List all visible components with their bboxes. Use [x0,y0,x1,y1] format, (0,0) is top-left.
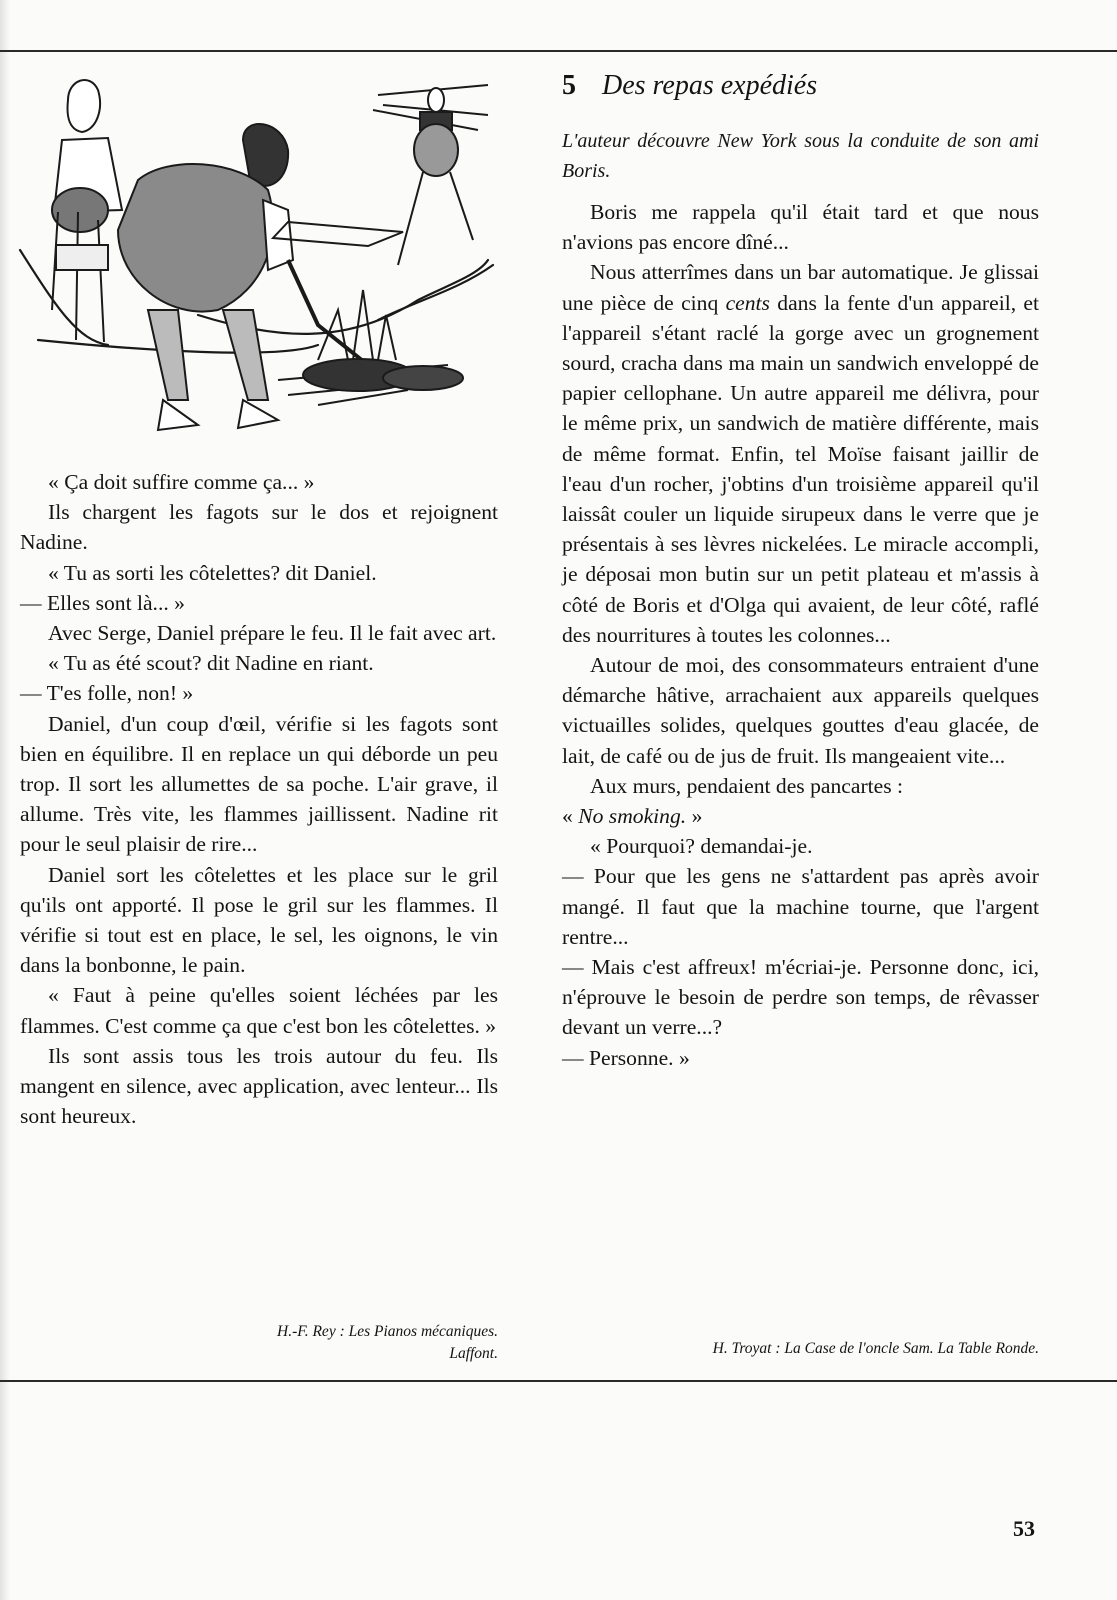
page-number: 53 [1013,1516,1035,1541]
paragraph-text: « [562,804,579,829]
italic-term: No smoking. [578,804,687,829]
right-column-text [562,197,1039,1073]
grill [273,222,403,246]
paragraph [562,257,1039,650]
paragraph: « Tu as été scout? dit Nadine en riant. [48,651,374,676]
left-credit-publisher: Laffont. [449,1345,498,1362]
paragraph: Ils sont assis tous les trois autour du feu. Ils mangent en silence, avec application, avec lenteur... Ils sont heureux. [20,1043,498,1129]
italic-term: cents [725,290,770,315]
paragraph: — Elles sont là... » [20,590,185,615]
section-title: Des repas expédiés [602,70,818,101]
paragraph: « Pourquoi? demandai-je. [590,834,813,859]
paragraph-text: » [686,804,703,829]
paragraph: — T'es folle, non! » [20,681,194,706]
paragraph: Aux murs, pendaient des pancartes : [590,773,904,798]
campfire-illustration [18,60,498,445]
paragraph: — Personne. » [562,1045,690,1070]
paragraph: Daniel sort les côtelettes et les place sur le gril qu'ils ont apporté. Il pose le gril sur les flammes. Il vérifie si tout est en place, le sel, les oignons, le vin dans la bonbonne, le pain. [20,862,498,978]
right-credit: H. Troyat : La Case de l'oncle Sam. La Table Ronde. [712,1340,1039,1357]
paragraph: — Pour que les gens ne s'attardent pas après avoir mangé. Il faut que la machine tourne, que l'argent rentre... [562,864,1039,949]
paragraph: « Tu as sorti les côtelettes? dit Daniel. [48,560,377,585]
left-column-text [20,467,498,1131]
page-edge-shadow [0,0,10,1600]
girl-figure [52,80,122,342]
bottom-rule [0,1380,1117,1382]
top-rule [0,50,1117,52]
paragraph: Daniel, d'un coup d'œil, vérifie si les fagots sont bien en équilibre. Il en replace un qui déborde un peu trop. Il sort les allumettes de sa poche. L'air grave, il allume. Très vite, les flammes jaillissent. Nadine rit pour le seul plaisir de rire... [20,711,498,857]
paragraph-text: dans la fente d'un appareil, et l'appareil s'étant raclé la gorge avec un grognement sourd, cracha dans ma main un sandwich enveloppé de papier cellophane. Un autre appareil me délivra, pour le même prix, un sandwich de matière différente, mais de même format. Enfin, tel Moïse faisant jaillir de l'eau d'un rocher, j'obtins d'un troisième appareil qu'il laissât couler un liquide sirupeux dans le verre que je présentais à ses lèvres nickelées. Le miracle accompli, je déposai mon butin sur un petit plateau et m'assis à côté de Boris et d'Olga qui avaient, de leur côté, raflé des nourritures à toutes les colonnes... [562,290,1039,647]
paragraph: Autour de moi, des consommateurs entraient d'une démarche hâtive, arrachaient aux appareils quelques victuailles solides, quelques gouttes d'eau glacée, de lait, de café ou de jus de fruit. Ils mangeaient vite... [562,653,1039,768]
left-credit [20,1321,498,1365]
paragraph: « Faut à peine qu'elles soient léchées par les flammes. C'est comme ça que c'est bon les côtelettes. » [20,983,498,1038]
paragraph [562,801,1039,831]
paragraph: Ils chargent les fagots sur le dos et rejoignent Nadine. [20,500,498,555]
left-credit-author: H.-F. Rey : Les Pianos mécaniques. [277,1323,498,1340]
paragraph: « Ça doit suffire comme ça... » [48,470,315,494]
section-heading [562,70,817,102]
paragraph: Avec Serge, Daniel prépare le feu. Il le fait avec art. [48,621,497,646]
section-number: 5 [562,70,576,101]
paragraph: — Mais c'est affreux! m'écriai-je. Personne donc, ici, n'éprouve le besoin de perdre son temps, de rêvasser devant un verre...? [562,955,1039,1040]
paragraph-text: Nous atterrîmes dans un bar automatique. Je glissai une pièce de cinq [562,260,1039,315]
paragraph: Boris me rappela qu'il était tard et que nous n'avions pas encore dîné... [562,200,1039,255]
section-intro: L'auteur découvre New York sous la conduite de son ami Boris. [562,130,1039,182]
